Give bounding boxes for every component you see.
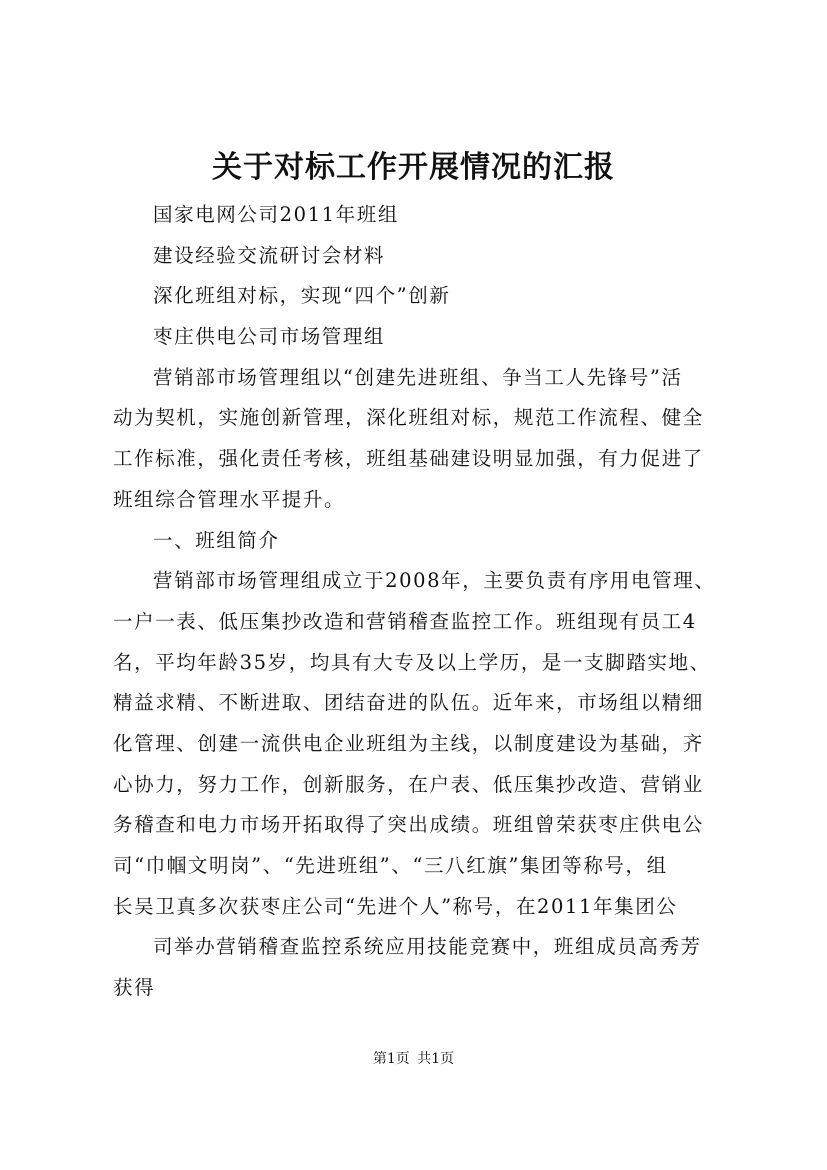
text-line: 营销部市场管理组以“创建先进班组、争当工人先锋号”活 (153, 365, 683, 389)
text-line: 国家电网公司2011年班组 (153, 203, 399, 226)
text-line: 心协力，努力工作，创新服务，在户表、低压集抄改造、营销业 (113, 772, 704, 796)
text-line: 长吴卫真多次获枣庄公司“先进个人”称号，在2011年集团公 (113, 894, 678, 918)
document-title: 关于对标工作开展情况的汇报 (212, 150, 615, 185)
text-line: 班组综合管理水平提升。 (113, 487, 346, 511)
text-line: 获得 (113, 976, 156, 1000)
text-line: 务稽查和电力市场开拓取得了突出成绩。班组曾荣获枣庄供电公 (113, 813, 704, 837)
page-footer: 第1页 共1页 (372, 1051, 455, 1067)
text-line: 司“巾帼文明岗”、“先进班组”、“三八红旗”集团等称号，组 (113, 854, 668, 877)
section-heading: 一、班组简介 (153, 528, 280, 552)
text-line: 一户一表、低压集抄改造和营销稽查监控工作。班组现有员工4 (113, 609, 697, 633)
text-line: 司举办营销稽查监控系统应用技能竞赛中，班组成员高秀芳 (153, 935, 702, 959)
text-line: 动为契机，实施创新管理，深化班组对标，规范工作流程、健全 (113, 406, 704, 430)
text-line: 枣庄供电公司市场管理组 (153, 325, 386, 349)
text-line: 工作标准，强化责任考核，班组基础建设明显加强，有力促进了 (113, 447, 704, 471)
text-line: 营销部市场管理组成立于2008年，主要负责有序用电管理、 (153, 569, 716, 593)
text-line: 建设经验交流研讨会材料 (153, 243, 386, 267)
text-line: 名，平均年龄35岁，均具有大专及以上学历，是一支脚踏实地、 (113, 650, 711, 674)
text-line: 精益求精、不断进取、团结奋进的队伍。近年来，市场组以精细 (113, 691, 704, 715)
document-body (113, 195, 733, 1009)
text-line: 深化班组对标，实现“四个”创新 (153, 284, 451, 308)
text-line: 化管理、创建一流供电企业班组为主线，以制度建设为基础，齐 (113, 731, 704, 755)
